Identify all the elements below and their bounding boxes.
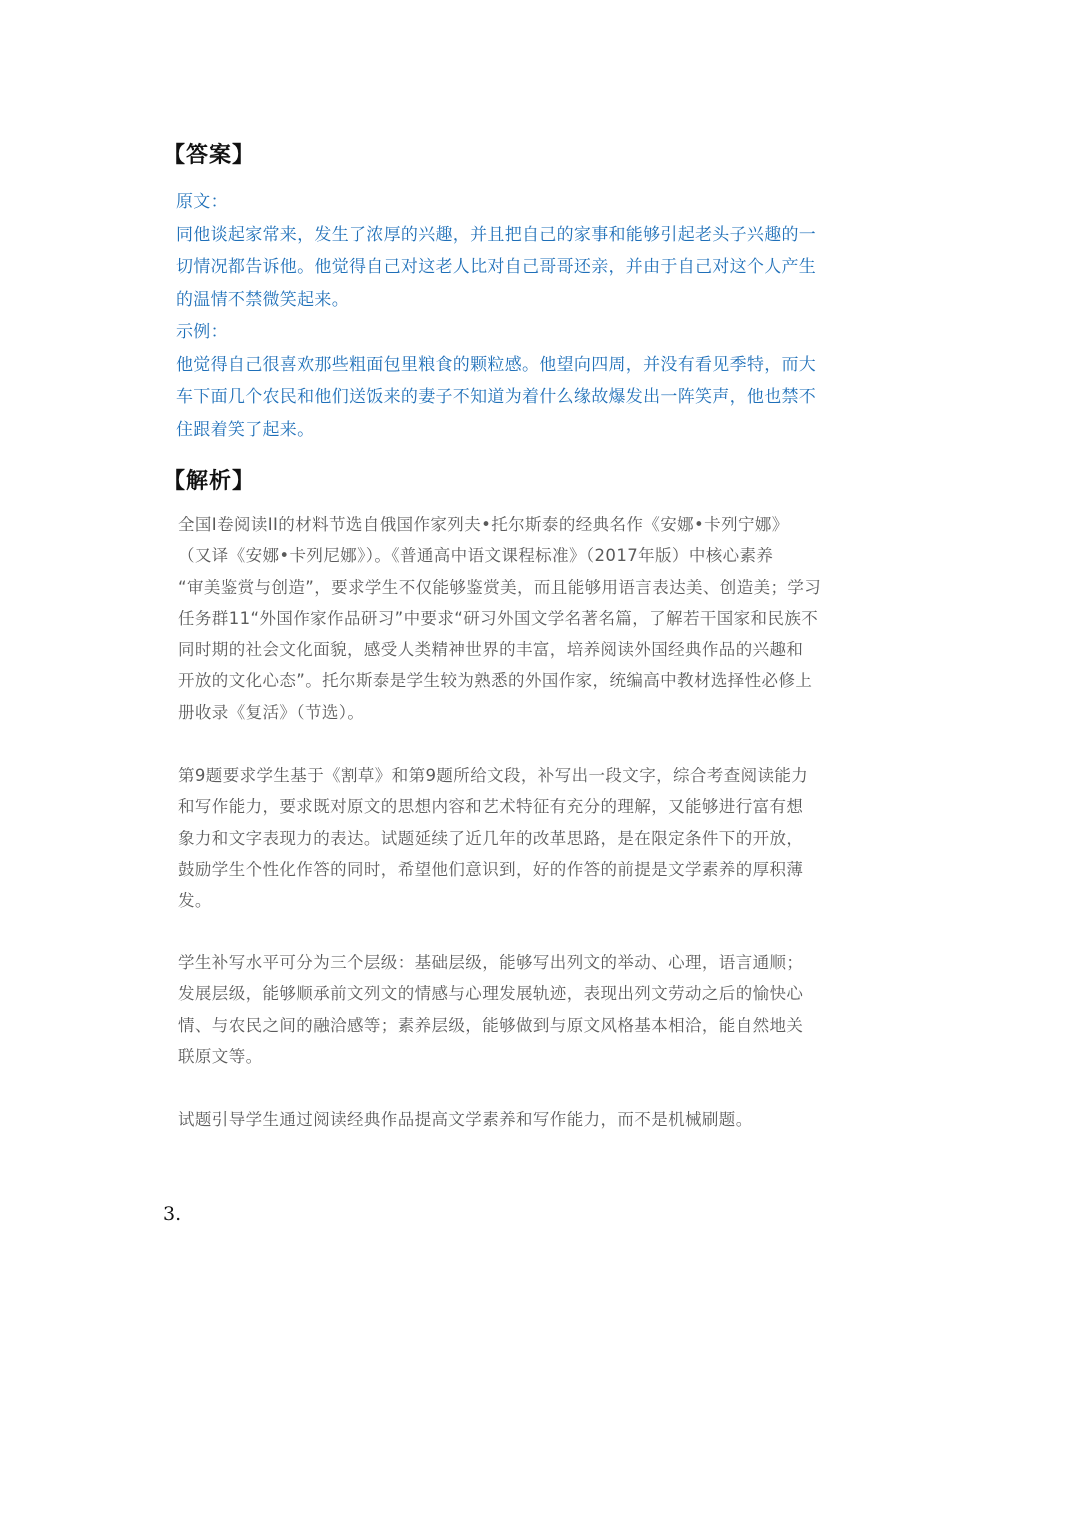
example-label: 示例： xyxy=(176,322,228,342)
original-line: 切情况都告诉他。他觉得自己对这老人比对自己哥哥还亲，并由于自己对这个人产生 xyxy=(176,257,817,277)
analysis-paragraph xyxy=(178,1104,888,1135)
example-line: 他觉得自己很喜欢那些粗面包里粮食的颗粒感。他望向四周，并没有看见季特，而大 xyxy=(176,354,817,375)
answer-heading: 【答案】 xyxy=(163,142,256,168)
analysis-line: 册收录《复活》（节选）。 xyxy=(178,702,365,722)
analysis-line: 鼓励学生个性化作答的同时，希望他们意识到，好的作答的前提是文学素养的厚积薄 xyxy=(178,859,804,879)
example-line: 车下面几个农民和他们送饭来的妻子不知道为着什么缘故爆发出一阵笑声，他也禁不 xyxy=(176,387,817,407)
analysis-line: 全国I卷阅读II的材料节选自俄国作家列夫•托尔斯泰的经典名作《安娜•卡列宁娜》 xyxy=(178,515,789,534)
analysis-line: 第9题要求学生基于《割草》和第9题所给文段，补写出一段文字，综合考查阅读能力 xyxy=(178,766,809,785)
analysis-line: 联原文等。 xyxy=(178,1046,263,1066)
example-line: 住跟着笑了起来。 xyxy=(176,419,315,440)
analysis-line: 任务群11“外国作家作品研习”中要求“研习外国文学名著名篇，了解若干国家和民族不 xyxy=(178,608,819,628)
analysis-line: 象力和文字表现力的表达。试题延续了近几年的改革思路，是在限定条件下的开放， xyxy=(178,828,804,848)
analysis-paragraph xyxy=(178,760,888,916)
analysis-line: 同时期的社会文化面貌，感受人类精神世界的丰富，培养阅读外国经典作品的兴趣和 xyxy=(178,640,804,660)
analysis-line: 和写作能力，要求既对原文的思想内容和艺术特征有充分的理解，又能够进行富有想 xyxy=(178,797,804,817)
analysis-line: 开放的文化心态”。托尔斯泰是学生较为熟悉的外国作家，统编高中教材选择性必修上 xyxy=(178,671,813,691)
analysis-line: 发。 xyxy=(178,891,212,911)
answer-block xyxy=(176,186,886,446)
question-number: 3. xyxy=(163,1203,182,1225)
analysis-heading: 【解析】 xyxy=(163,468,256,494)
analysis-paragraph xyxy=(178,509,888,728)
original-label: 原文： xyxy=(176,192,228,212)
original-line: 的温情不禁微笑起来。 xyxy=(176,289,349,310)
analysis-line: 发展层级，能够顺承前文列文的情感与心理发展轨迹，表现出列文劳动之后的愉快心 xyxy=(178,984,804,1004)
analysis-line: 学生补写水平可分为三个层级：基础层级，能够写出列文的举动、心理，语言通顺； xyxy=(178,953,804,972)
analysis-line: 情、与农民之间的融洽感等；素养层级，能够做到与原文风格基本相洽，能自然地关 xyxy=(178,1015,804,1035)
original-line: 同他谈起家常来，发生了浓厚的兴趣，并且把自己的家事和能够引起老头子兴趣的一 xyxy=(176,224,817,245)
analysis-line: “审美鉴赏与创造”，要求学生不仅能够鉴赏美，而且能够用语言表达美、创造美；学习 xyxy=(178,577,822,597)
analysis-line: 试题引导学生通过阅读经典作品提高文学素养和写作能力，而不是机械刷题。 xyxy=(178,1110,753,1129)
analysis-line: （又译《安娜•卡列尼娜》）。《普通高中语文课程标准》（2017年版）中核心素养 xyxy=(178,546,774,566)
analysis-paragraph xyxy=(178,947,888,1072)
